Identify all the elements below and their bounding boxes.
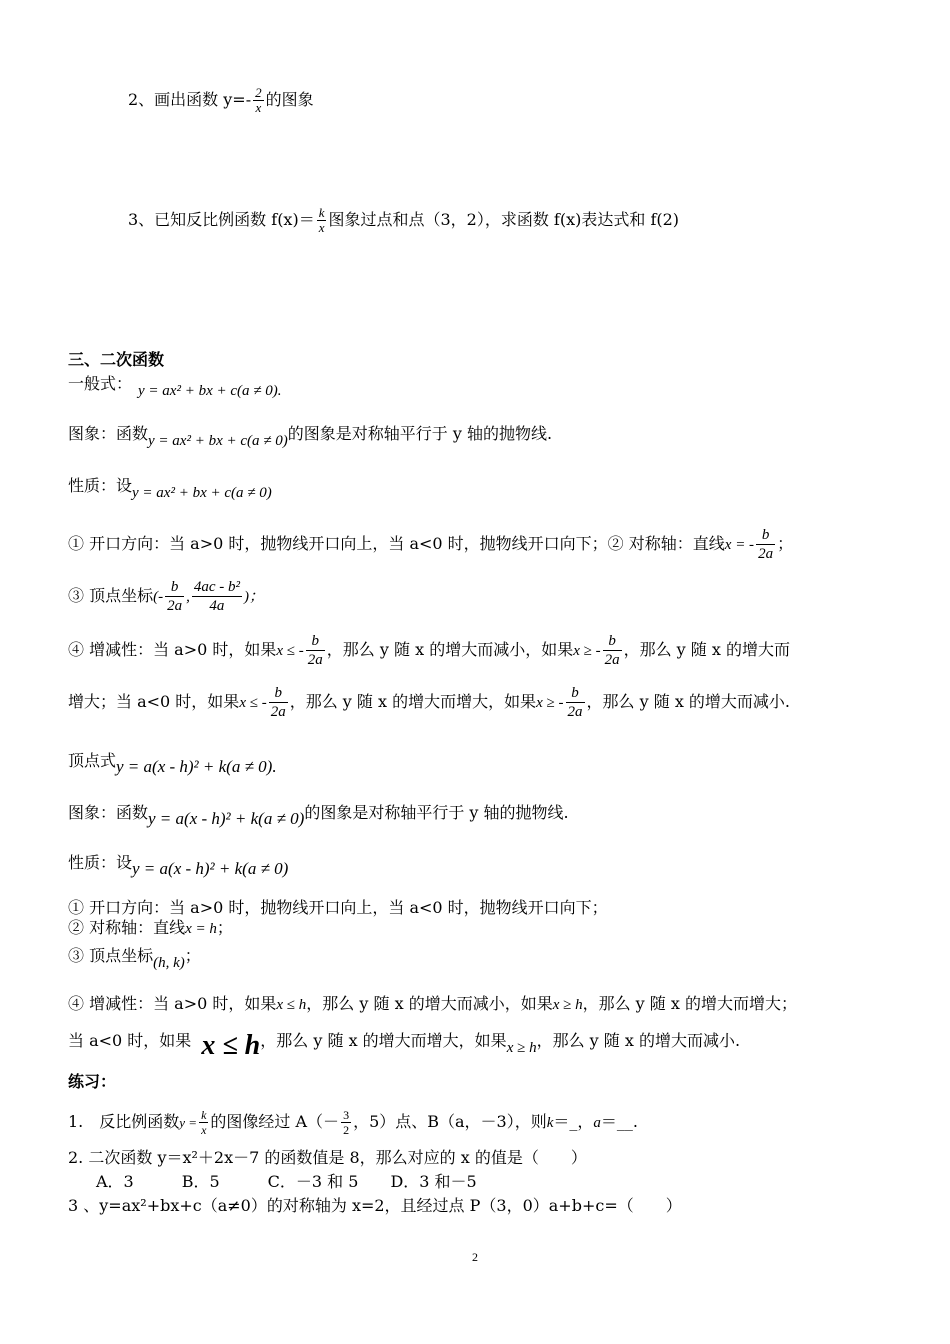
fraction-numerator: k: [201, 1108, 207, 1122]
fraction-denominator: 2a: [307, 652, 323, 668]
vertex-property-2: [68, 920, 233, 937]
fraction-denominator: 2a: [567, 704, 583, 720]
vertex-property-1: ① 开口方向：当 a>0 时，抛物线开口向上，当 a<0 时，抛物线开口向下；: [68, 898, 608, 917]
fraction-numerator: k: [318, 205, 325, 220]
exercise-2-options: A．3 B．5 C．－3 和 5 D．3 和－5: [96, 1172, 477, 1191]
vertex-form-label: 顶点式: [68, 751, 117, 770]
text: ，那么 y 随 x 的增大而减小.: [586, 692, 791, 711]
fraction-numerator: 2: [255, 85, 262, 100]
question-2-tail: 的图象: [265, 90, 314, 109]
exercise-2: 2. 二次函数 y＝x²＋2x－7 的函数值是 8，那么对应的 x 的值是（ ）: [68, 1148, 587, 1167]
axis-formula: x = -: [724, 537, 755, 553]
inequality: x ≤ h: [276, 997, 307, 1013]
axis-formula: x = h: [185, 921, 217, 937]
fraction-numerator: b: [603, 632, 622, 651]
fraction-numerator: 4ac - b²: [193, 579, 240, 595]
property-3: [68, 578, 264, 615]
property-4-line-2: [68, 684, 790, 721]
fraction-numerator: b: [566, 684, 585, 703]
vertex-property-3: [68, 946, 201, 971]
text: ，那么 y 随 x 的增大而减小，如果: [306, 994, 553, 1013]
text: ③ 顶点坐标: [68, 946, 154, 965]
question-3-text: 3、已知反比例函数 f(x)＝: [128, 210, 315, 229]
practice-title: 练习：: [68, 1072, 117, 1091]
inequality-large: x ≤ h: [201, 1030, 261, 1061]
image-formula: y = ax² + bx + c(a ≠ 0): [148, 433, 288, 449]
image-label: 图象：函数: [68, 803, 149, 822]
fraction-denominator: 2a: [758, 546, 774, 562]
text: ，那么 y 随 x 的增大而增大；: [582, 994, 798, 1013]
fraction-numerator: b: [269, 684, 288, 703]
text: 1. 反比例函数: [68, 1112, 180, 1131]
fraction-denominator: 2a: [604, 652, 620, 668]
text: ，那么 y 随 x 的增大而减小，如果: [326, 640, 574, 659]
text: 当 a<0 时，如果: [68, 1031, 192, 1050]
property-label: 性质：设: [68, 476, 133, 495]
fraction-denominator: x: [201, 1123, 207, 1137]
image-formula: y = a(x - h)² + k(a ≠ 0): [148, 809, 305, 828]
general-property: [68, 476, 272, 501]
text: ，那么 y 随 x 的增大而增大，如果: [289, 692, 537, 711]
text: ，那么 y 随 x 的增大而减小.: [536, 1031, 741, 1050]
question-3: [128, 206, 679, 235]
question-3-tail: 图象过点和点（3，2），求函数 f(x)表达式和 f(2): [328, 210, 680, 229]
text: ④ 增减性：当 a>0 时，如果: [68, 640, 277, 659]
text: ，5）点、B（a，－3），则: [353, 1112, 547, 1131]
property-label: 性质：设: [68, 853, 133, 872]
vertex-property-4-line-2: [68, 1024, 741, 1061]
inequality: x ≤ -: [239, 695, 267, 711]
formula: y =: [179, 1115, 198, 1130]
vertex-label: ③ 顶点坐标: [68, 586, 154, 605]
fraction-numerator: b: [165, 578, 184, 597]
property-formula: y = ax² + bx + c(a ≠ 0): [132, 485, 272, 501]
fraction-denominator: 4a: [209, 598, 225, 614]
general-form-formula: y = ax² + bx + c(a ≠ 0).: [138, 383, 282, 399]
question-2: [128, 86, 314, 115]
section-title: 三、二次函数: [68, 350, 165, 369]
text: ＝_，: [553, 1112, 594, 1131]
fraction-denominator: x: [318, 220, 325, 235]
inequality: x ≥ h: [506, 1040, 537, 1056]
exercise-1: [68, 1108, 638, 1137]
paren-close: )；: [244, 589, 264, 605]
text: ④ 增减性：当 a>0 时，如果: [68, 994, 277, 1013]
text: ，那么 y 随 x 的增大而: [623, 640, 791, 659]
image-tail: 的图象是对称轴平行于 y 轴的抛物线.: [304, 803, 569, 822]
general-image: [68, 424, 553, 449]
fraction-denominator: 2: [343, 1123, 350, 1137]
text: ＝__.: [600, 1112, 639, 1131]
inequality: x ≥ -: [536, 695, 564, 711]
vertex-form-formula: y = a(x - h)² + k(a ≠ 0).: [116, 757, 277, 776]
punctuation: ；: [216, 918, 233, 937]
punctuation: ；: [184, 946, 201, 965]
comma: ,: [186, 589, 190, 605]
property-1-2: [68, 526, 793, 563]
general-form-label: 一般式：: [68, 374, 133, 393]
vertex-property: [68, 853, 289, 878]
inequality: x ≥ h: [552, 997, 583, 1013]
exercise-3: 3 、y=ax²+bx+c（a≠0）的对称轴为 x=2，且经过点 P（3，0）a+b+c=（ ）: [68, 1196, 682, 1215]
fraction-numerator: 3: [343, 1108, 350, 1122]
question-2-text: 2、画出函数 y=-: [128, 90, 252, 109]
inequality: x ≤ -: [276, 643, 304, 659]
property-1-text: ① 开口方向：当 a>0 时，抛物线开口向上，当 a<0 时，抛物线开口向下；② 对称轴：直线: [68, 534, 725, 553]
text: 的图像经过 A（－: [210, 1112, 340, 1131]
vertex-form: [68, 751, 277, 776]
variable-a: a: [593, 1115, 601, 1131]
page-number: 2: [472, 1250, 478, 1264]
paren-open: (-: [153, 589, 164, 605]
punctuation: ；: [777, 534, 794, 553]
fraction-numerator: b: [756, 526, 775, 545]
property-4-line-1: [68, 632, 790, 669]
text: 增大；当 a<0 时，如果: [68, 692, 240, 711]
variable-k: k: [546, 1115, 554, 1131]
image-tail: 的图象是对称轴平行于 y 轴的抛物线.: [287, 424, 553, 443]
fraction-denominator: x: [255, 100, 262, 115]
text: ，那么 y 随 x 的增大而增大，如果: [260, 1031, 507, 1050]
property-formula: y = a(x - h)² + k(a ≠ 0): [132, 859, 289, 878]
general-form: [68, 374, 282, 399]
vertex-image: [68, 803, 569, 828]
text: ② 对称轴：直线: [68, 918, 186, 937]
fraction-denominator: 2a: [270, 704, 286, 720]
fraction-denominator: 2a: [167, 598, 183, 614]
vertex-property-4-line-1: [68, 996, 797, 1013]
fraction-numerator: b: [306, 632, 325, 651]
vertex-coordinate: (h, k): [153, 955, 185, 971]
inequality: x ≥ -: [573, 643, 601, 659]
image-label: 图象：函数: [68, 424, 149, 443]
